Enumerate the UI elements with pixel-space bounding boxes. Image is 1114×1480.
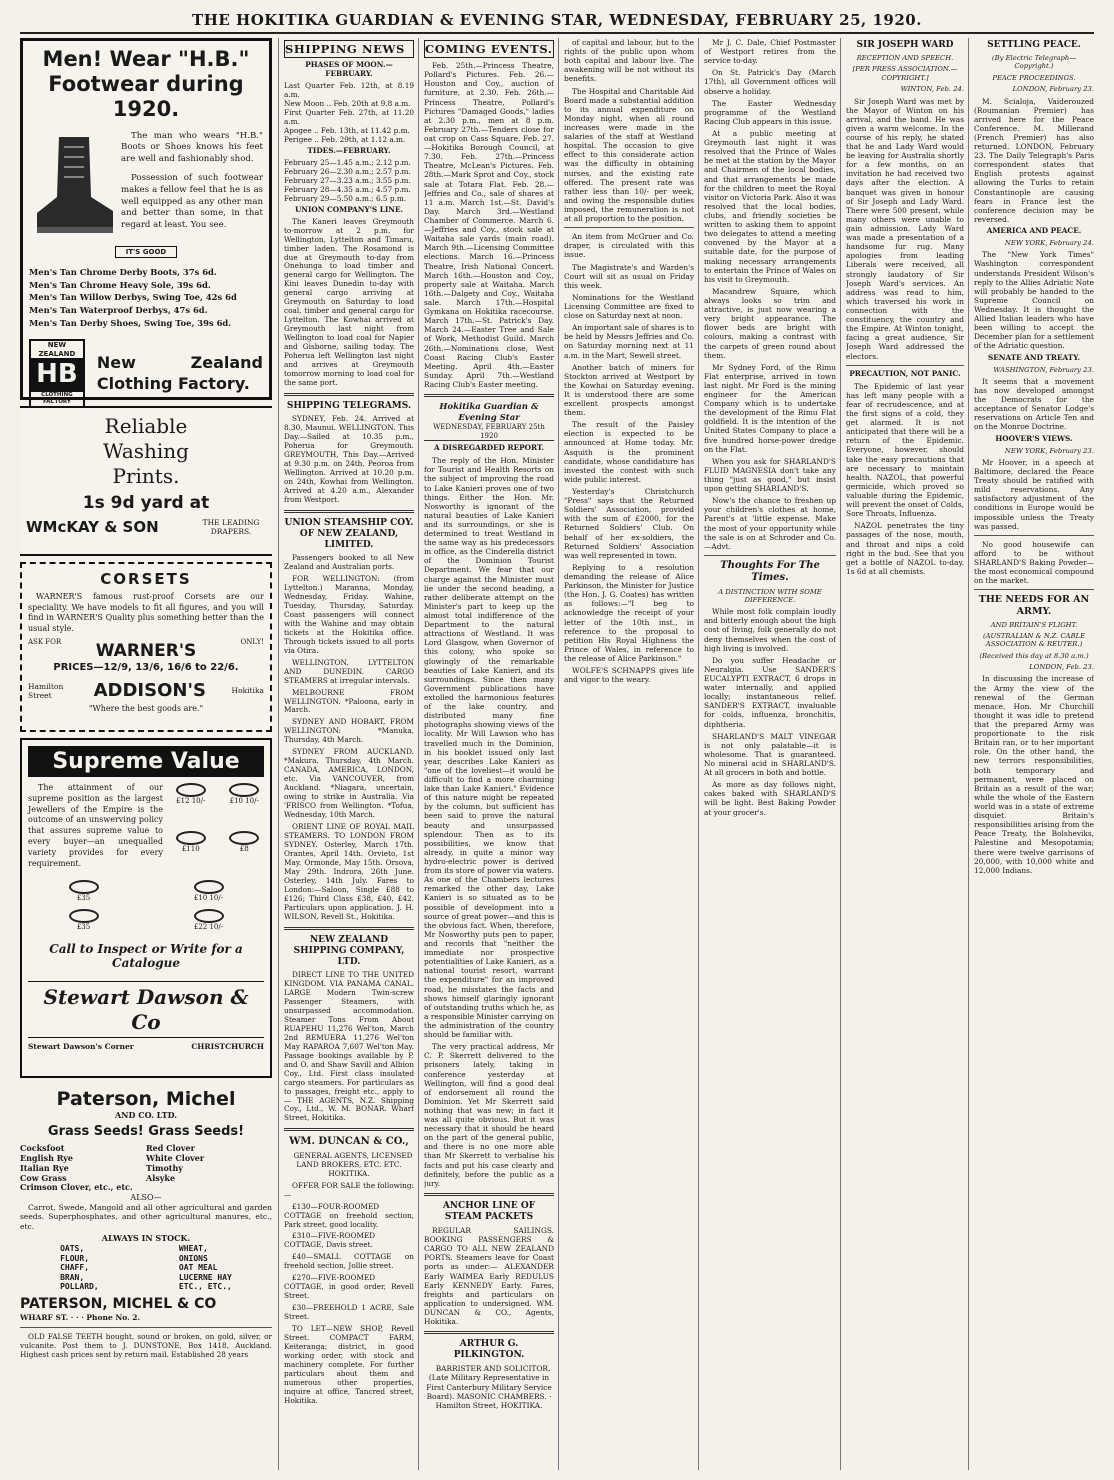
text-block: English Rye: [20, 1153, 73, 1164]
text-block: Cocksfoot: [20, 1143, 65, 1154]
text-block: UNION STEAMSHIP COY. OF NEW ZEALAND, LIMITED.: [284, 517, 414, 550]
text-block: £22 10/-: [193, 923, 224, 932]
hb-body-2: Possession of such footwear makes a fellow feel that he is as well equipped as any other man and better than some, in that regard at least. You see.: [121, 173, 263, 230]
text-block: Red Clover: [146, 1143, 195, 1154]
text-block: PHASES OF MOON.—FEBRUARY.: [305, 60, 393, 79]
supreme-body: The attainment of our supreme position as the largest Jewellers of the Empire is the outcome of an unswerving policy that assures supreme value to every buyer—an unequalled variety provides for every requirement.: [28, 783, 163, 868]
text-block: AND BRITAIN'S FLIGHT.: [990, 620, 1078, 629]
ring: [28, 880, 139, 903]
text-block: When you ask for SHARLAND'S FLUID MAGNESIA don't take any thing "just as good," but insist upon getting SHARLAND'S.: [704, 456, 836, 494]
coming-events-title: COMING EVENTS.: [424, 40, 554, 58]
text-block: Another batch of miners for Stockton arrived at Westport by the Kowhai on Saturday evening. It is understood there are some excellent prospects amongst them.: [564, 362, 694, 418]
text-block: HB: [31, 359, 83, 391]
washing-firm: WMcKAY & SON: [26, 517, 159, 536]
paterson-body: Carrot, Swede, Mangold and all other agricultural and garden seeds. Superphosphates, and other agricultural manures, etc., etc.: [20, 1202, 272, 1231]
washing-prints-ad: [20, 406, 272, 556]
tide: February 28—4.35 a.m.; 4.57 p.m.: [284, 184, 411, 194]
tide: February 26—2.30 a.m.; 2.57 p.m.: [284, 166, 411, 176]
ring: [225, 831, 265, 873]
text-block: Nominations for the Westland Licensing Committee are fixed to close on Saturday next at noon.: [564, 292, 694, 321]
text-block: The very practical address, Mr C. P. Skerrett delivered to the prisoners lately, taking in conference yesterday at Wellington, will find a good deal of endorsement all round the Dominion. Yet Mr Skerrett said nothing that was new; in fact it was all quite obvious. But it was necessary that it should be heard on the part of the general public, and there is no one more able than Mr Skerrett to verbalise his facts and put his case clearly and definitely, before the public as a jury.: [424, 1042, 554, 1188]
text-block: OATS,: [60, 1244, 85, 1254]
corsets-prices: PRICES—12/9, 13/6, 16/6 to 22/6.: [53, 661, 239, 673]
text-block: ONIONS: [178, 1253, 208, 1263]
boot-illustration: [29, 127, 117, 247]
text-block: POLLARD,: [60, 1282, 99, 1292]
text-block: OFFER FOR SALE the following:—: [284, 1180, 414, 1199]
text-block: ALWAYS IN STOCK.: [101, 1233, 191, 1244]
text-block: SYDNEY FROM AUCKLAND. *Makura, Thursday, 4th March. CANADA, AMERICA, LONDON, etc. Via VANCOUVER, from Auckland. *Niagara, uncertain, owing to strike in Australia. Via 'FRISCO from Wellington. *Tofua, Wednesday, 10th March.: [284, 747, 414, 820]
text-block: PRECAUTION, NOT PANIC.: [849, 368, 961, 378]
text-block: The Easter Wednesday programme of the Westland Racing Club appears in this issue.: [704, 98, 836, 126]
shipping-column: [284, 38, 414, 1468]
addison-motto: "Where the best goods are.": [88, 703, 204, 713]
text-block: The Kaneri leaves Greymouth to-morrow at 2 p.m. for Wellington, Lyttelton and Timaru, timber laden. The Rosamond is due at Greymouth to-day from Onehunga to load timber and general cargo for Wellington. The Kini leaves Dunedin to-day with general cargo arriving at Greymouth on Saturday to load coal, timber and general cargo for Lyttelton. The Kowhai arrived at Greymouth last night from Wellington to load coal for Napier and Gisborne, sailing today. The Poherua left Wellington last night and arrives at Greymouth tomorrow morning to load coal for the same port.: [284, 216, 414, 388]
only: ONLY!: [240, 638, 264, 646]
price-item: Men's Tan Chrome Derby Boots, 37s 6d.: [29, 267, 217, 278]
supreme-call: Call to Inspect or Write for a Catalogue: [49, 941, 243, 971]
text-block: An item from McGruer and Co. draper, is circulated with this issue.: [564, 232, 694, 260]
text-block: LONDON, February 23.: [1012, 85, 1094, 94]
text-block: DIRECT LINE TO THE UNITED KINGDOM. VIA PANAMA CANAL. LARGE Modern Twin-screw Passenger Steamers, with unsurpassed accommodation. Steamer Tons From About RUAPEHU 11,276 Wel'ton, March 2nd REMUERA 11,276 Wel'ton May RAPAROA 7,607 Wel'ton May. Passage bookings available by P. and O. and Shaw Savill and Albion Coy., Ltd. First class insulated cargo steamers. For particulars as to passages, freight etc., apply to— THE AGENTS, N.Z. Shipping Coy., Ltd., W. M. BONAR. Wharf Street, Hokitika.: [284, 969, 414, 1123]
text-block: Do you suffer Headache or Neuralgia. Use SANDER'S EUCALYPTI EXTRACT, 6 drops in water internally, and applied locally; instantaneous relief. SANDER'S EXTRACT, invaluable for colds, influenza, bronchitis, diphtheria.: [704, 655, 836, 729]
sale-item: £130—FOUR-ROOMED COTTAGE on freehold section, Park street, good locality.: [284, 1201, 414, 1229]
text-block: AMERICA AND PEACE.: [986, 226, 1082, 236]
hb-price-list: [29, 266, 263, 329]
washing-line-2: Washing: [103, 439, 189, 463]
masthead-title: THE HOKITIKA GUARDIAN & EVENING STAR, WEDNESDAY, FEBRUARY 25, 1920.: [192, 11, 922, 29]
text-block: £110: [181, 844, 200, 853]
supreme-title: Supreme Value: [28, 746, 264, 777]
hb-logo: [29, 339, 85, 408]
hb-footwear-ad: [20, 38, 272, 406]
text-block: The Epidemic of last year has left many people with a fear of recrudescence, and at the first signs of a cold, they get alarmed. It is not anticipated that there will be a return of the Epidemic. Everyone, however, should take the easy precautions that are necessary to maintain health. NAZOL, that powerful germicide, which proved so valuable during the Epidemic, will prevent the onset of Colds, Sore Throats, Influenza.: [846, 381, 964, 519]
text-block: The Hospital and Charitable Aid Board made a substantial addition to its annual expenditure on Monday night, when all round increases were made in the salaries of the staff at Westland hospital. The occasion to give effect to this considerate action was the difficulty in obtaining nurses, and the existing rate offered. The present rate was rather less than 10/- per week, and owing the responsible duties imposed, the remuneration is not at all proportion to the position.: [564, 86, 694, 224]
paper-title: Hokitika Guardian & Evening Star: [439, 402, 539, 423]
price-item: Men's Tan Waterproof Derbys, 47s 6d.: [29, 305, 208, 315]
text-block: Sir Joseph Ward was met by the Mayor of Winton on his arrival, and the band. He was given a warm welcome. In the course of his reply, he stated that he and Lady Ward would be leaving for Australia shortly for a few months, on an invitation he had received two days after the election. A banquet was given in honour of Sir Joseph and Lady Ward. There were 500 present, while many others were unable to gain admission. Lady Ward was made a presentation of a handsome fur rug. Many apologies from leading Liberals were received, all strongly laudatory of Sir Joseph Ward's services. An address was read to him, which traversed his work in connection with the constituency, the country and the Empire. At Winton tonight, facing a great audience, Sir Joseph Ward addressed the electors.: [846, 96, 964, 361]
tide: February 27—3.23 a.m.; 3.55 p.m.: [284, 175, 411, 185]
paterson-sub: AND CO. LTD.: [114, 1110, 178, 1121]
text-block: WHARF ST. · · · Phone No. 2.: [20, 1313, 141, 1323]
text-block: M. Scialoja, Vaiderouzed (Roumanian Premier) has arrived here for the Peace Conference. M. Millerand (French Premier) has also returned. LONDON, February 23. The Daily Telegraph's Paris correspondent states that English protests against allowing the Turks to retain Constantinople are causing fears in France lest the conference decision may be reversed.: [974, 96, 1094, 224]
paper-date: WEDNESDAY, FEBRUARY 25th 1920: [424, 423, 554, 441]
text-block: (AUSTRALIAN & N.Z. CABLE ASSOCIATION & REUTER.): [982, 632, 1086, 649]
text-block: RECEPTION AND SPEECH.: [856, 54, 954, 63]
text-block: BARRISTER AND SOLICITOR. (Late Military Representative in First Canterbury Military Service Board). MASONIC CHAMBERS. · Hamilton Street, HOKITIKA.: [426, 1364, 552, 1410]
text-block: ANCHOR LINE OF STEAM PACKETS: [442, 1200, 536, 1222]
addisons-name: ADDISON'S: [93, 679, 206, 701]
text-block: (Received this day at 8.30 a.m.): [979, 651, 1089, 660]
peace-title: SETTLING PEACE.: [987, 40, 1081, 50]
cables-column-2: [974, 38, 1094, 1468]
moon-phase: Apogee .. Feb. 13th, at 11.42 p.m.: [284, 125, 410, 135]
coming-events: Feb. 25th.—Princess Theatre, Pollard's Pictures. Feb. 26.—Houston and Coy., auction of furniture, at 2.30. Feb. 26th.—Princess Theatre, Pollard's Pictures "Damaged Goods," ladies at 2.30 p.m., men at 8 p.m. February 27th.—Tenders close for oat crop on Cass Square. Feb. 27.—Hokitika Borough Council, at 7.30. Feb. 27th.—Princess Theatre, McLean's Pictures. Feb. 28th.—Mark Sprot and Coy., stock sale at Totara Flat. Feb. 28.—Jeffries and Co., sale of shares at 11 a.m. March 1st.—St. David's Day. March 3rd.—Westland Chamber of Commerce. March 6.—Jeffries and Coy., stock sale at Waitaha sale yards (main road). March 9th.—Licensing Committee elections. March 16.—Princess Theatre, Irish National Concert. March 16th.—Houston and Coy., property sale at Waitaha. March 16th.—Dalgety and Coy., Waitaha sale. March 17th.—Hospital Gymkana on Hokitika racecourse. March 17th.—St. Patrick's Day. March 24.—Easter Tree and Sale of Work, Methodist Guild. March 26th.—Nominations close, West Coast Racing Club's Easter Meeting. April 4th.—Easter Sunday. April 7th.—Westland Racing Club's Easter meeting.: [424, 61, 554, 389]
text-block: NEW ZEALAND SHIPPING COMPANY, LTD.: [293, 934, 405, 967]
corsets-body: WARNER'S famous rust-proof Corsets are our speciality. We have models to fit all figures, and you will find in WARNER'S Quality plus something better than the usual style.: [28, 592, 264, 633]
text-block: Crimson Clover, etc., etc.: [20, 1182, 133, 1193]
text-block: BRAN,: [60, 1272, 85, 1282]
text-block: A DISTINCTION WITH SOME DIFFERENCE.: [718, 587, 822, 604]
sd-city: CHRISTCHURCH: [191, 1042, 264, 1052]
warners-brand: WARNER'S: [95, 640, 197, 661]
text-block: OAT MEAL: [178, 1263, 218, 1273]
ring: [171, 783, 211, 825]
text-block: £35: [76, 923, 91, 932]
column-divider: [968, 38, 969, 1470]
text-block: [PER PRESS ASSOCIATION.—COPYRIGHT.]: [852, 65, 958, 82]
shipping-news-title: SHIPPING NEWS: [284, 40, 414, 58]
text-block: Italian Rye: [20, 1163, 69, 1174]
text-block: Timothy: [146, 1163, 183, 1174]
text-block: In discussing the increase of the Army the view of the renewal of the German menace, Hon. Mr Churchill thought it was idle to pretend that the prepared Army was proportionate to the risk Britain ran, or to her important role. On the other hand, the new terrors responsibilities, both temporary and permanent, were placed on Britain as a result of the war; while the whole of the Eastern world was in a state of extreme disquiet. Britain's responsibilities arising from the Peace Treaty, the Bolsheviks, Palestine and Mesopotamia; there were twelve garrisons of 20,000, with 10,000 white and 12,000 Indians.: [974, 674, 1094, 875]
ring-grid-lower: [28, 880, 264, 931]
text-block: Alsyke: [146, 1173, 176, 1184]
grass-seeds: Grass Seeds! Grass Seeds!: [47, 1124, 245, 1140]
ads-column: [20, 38, 272, 1468]
hb-tag-banner: [29, 247, 263, 257]
text-block: NAZOL penetrates the tiny passages of the nose, mouth, and throat and nips a cold right in the bud. See that you get a bottle of NAZOL to-day. 1s 6d at all chemists.: [846, 521, 964, 576]
text-block: WELLINGTON, LYTTELTON AND DUNEDIN. CARGO STEAMERS at irregular intervals.: [284, 657, 414, 685]
text-block: WHEAT,: [178, 1244, 208, 1254]
text-block: No good housewife can afford to be without SHARLAND'S Baking Powder—the most economical compound on the market.: [974, 539, 1094, 586]
text-block: WM. DUNCAN & CO.,: [289, 1136, 409, 1148]
text-block: Yesterday's Christchurch "Press" says that the Returned Soldiers' Association, provided with the sum of £2000, for the Returned Soldiers' Club. On behalf of her ex-soldiers, the Returned Soldiers' Association was well represented in town.: [564, 487, 694, 560]
text-block: £10 10/-: [229, 797, 259, 806]
moon-phase: Last Quarter Feb. 12th, at 8.19 a.m.: [284, 81, 414, 100]
washing-line-1: Reliable: [104, 414, 188, 438]
seed-list-right: [146, 1143, 272, 1183]
text-block: Passengers booked to all New Zealand and Australian ports.: [284, 552, 414, 571]
text-block: The "New York Times" Washington correspondent understands President Wilson's reply to the Allies Adriatic Note will probably be handed to the Supreme Council on Wednesday. It is thought the Allied Italian leaders who have been willing to accept the December plan for a settlement of the Adriatic question.: [974, 250, 1094, 351]
ring: [153, 909, 264, 932]
ring: [28, 909, 139, 932]
text-block: At a public meeting at Greymouth last night it was resolved that the Prince of Wales be met at the station by the Mayor and Chairmen of the local bodies, and that arrangements be made for the children to meet the Royal visitor on Victoria Park. Also it was resolved that the local bodies, clubs, and friendly societies be written to asking them to appoint two delegates to attend a meeting convened by the Mayor at a suitable date, for the purpose of making necessary arrangements to entertain the Prince of Wales on his visit to Greymouth.: [704, 128, 836, 284]
text-block: GENERAL AGENTS, LICENSED LAND BROKERS, ETC. ETC. HOKITIKA.: [293, 1150, 413, 1178]
army-title: THE NEEDS FOR AN ARMY.: [978, 594, 1090, 617]
text-block: SHIPPING TELEGRAMS.: [286, 401, 412, 412]
text-block: WOLFE'S SCHNAPPS gives life and vigor to the weary.: [564, 666, 694, 685]
washing-price: 1s 9d yard at: [82, 493, 210, 513]
text-block: FLOUR,: [60, 1253, 90, 1263]
text-block: ORIENT LINE OF ROYAL MAIL STEAMERS. TO LONDON FROM SYDNEY. Osterley, March 17th. Orantes, April 14th. Orvieto, 1st May. Ormonde, May 15th. Orsova, May 29th. Indrora, 26th June. Osterley, 14th July. Fares to London:—Saloon, Single £88 to £126; Third Class £38, £40, £42. Particulars upon application. J. H. WILSON, Revell St., Hokitika.: [284, 822, 414, 921]
tide: February 25—1.45 a.m.; 2.12 p.m.: [284, 157, 411, 167]
addison-town: Hokitika: [231, 686, 264, 696]
washing-line-3: Prints.: [112, 464, 180, 488]
ask-for: ASK FOR: [28, 638, 62, 646]
text-block: TIDES.—FEBRUARY.: [307, 145, 391, 155]
sd-corner: Stewart Dawson's Corner: [28, 1042, 134, 1052]
cables-column-1: [846, 38, 964, 1468]
thoughts-title: Thoughts For The Times.: [720, 559, 820, 584]
masthead: [20, 8, 1094, 34]
hb-logo-row: [29, 339, 263, 408]
text-block: of capital and labour, but to the rights of the public upon whom both capital and labour live. The awakening will be not without its benefits.: [564, 38, 694, 84]
price-item: Men's Tan Derby Shoes, Swing Toe, 39s 6d.: [29, 317, 232, 328]
sale-item: £40—SMALL COTTAGE on freehold section, Jollie street.: [284, 1252, 414, 1271]
addison-street: Hamilton Street: [28, 681, 64, 700]
text-block: NEW YORK, February 23.: [1004, 446, 1094, 455]
text-block: LONDON, Feb. 23.: [1029, 663, 1094, 672]
moon-phase: Perigee .. Feb. 29th, at 1.12 a.m.: [284, 134, 406, 144]
price-item: Men's Tan Chrome Heavy Sole, 39s 6d.: [29, 279, 211, 290]
text-block: On St. Patrick's Day (March 17th), all Government offices will observe a holiday.: [704, 68, 836, 96]
text-block: PEACE PROCEEDINGS.: [992, 73, 1076, 82]
paterson-name: Paterson, Michel: [56, 1088, 236, 1110]
hb-body-1: The man who wears "H.B." Boots or Shoes knows his feet are well and fashionably shod.: [121, 130, 263, 164]
grain-list-2: [179, 1244, 232, 1292]
text-block: £8: [239, 844, 249, 853]
text-block: Mr Hoover, in a speech at Baltimore, declared the Peace Treaty should be ratified with mild reservations. Any satisfactory adjustment of the conditions in Europe would be impossible unless the Treaty was passed.: [974, 457, 1094, 531]
column-divider: [558, 38, 559, 1470]
text-block: £12 10/-: [176, 797, 206, 806]
text-block: As more as day follows night, cakes baked with SHARLAND'S will be light. Best Baking Powder at your grocer's.: [704, 780, 836, 817]
text-block: (By Electric Telegraph—Copyright.): [991, 54, 1077, 71]
ring: [225, 783, 265, 825]
text-block: Now's the chance to freshen up your children's clothes at home, Parent's at 'little expense. Make the most of your opportunity while the sale is on at Schroder and Co.—Advt.: [704, 496, 836, 551]
text-block: Macandrew Square, which always looks so trim and attractive, is just now wearing a very bright appearance. The flower beds are bright with colours, making a contrast with the carpets of green round about them.: [704, 286, 836, 360]
corsets-title: CORSETS: [100, 570, 192, 588]
moon-phase: New Moon .. Feb. 20th at 9.8 a.m.: [284, 99, 411, 109]
text-block: CHAFF,: [60, 1263, 90, 1273]
text-block: CLOTHING FACTORY: [31, 391, 83, 406]
text-block: UNION COMPANY'S LINE.: [294, 204, 404, 214]
text-block: SHARLAND'S MALT VINEGAR is not only palatable—it is wholesome. That is guaranteed. No mineral acid in SHARLAND'S. At all grocers in both and bottle.: [704, 731, 836, 778]
text-block: White Clover: [146, 1153, 205, 1164]
text-block: IT'S GOOD: [115, 246, 177, 258]
text-block: ARTHUR G. PILKINGTON.: [453, 1339, 525, 1361]
supreme-value-ad: [20, 738, 272, 1078]
stewart-dawson-logo: Stewart Dawson & Co: [28, 981, 264, 1038]
text-block: LUCERNE HAY: [178, 1272, 232, 1282]
hb-firm-name: New Zealand Clothing Factory.: [96, 352, 263, 393]
column-divider: [840, 38, 841, 1470]
ring: [153, 880, 264, 903]
ring-grid: [171, 783, 264, 872]
editorial-column: [424, 38, 554, 1468]
moon-phase: First Quarter Feb. 27th, at 11.20 a.m.: [284, 107, 414, 126]
sale-item: £30—FREEHOLD 1 ACRE, Sale Street.: [284, 1303, 414, 1322]
sjw-title: SIR JOSEPH WARD: [856, 40, 954, 50]
paterson-michel-ad: [20, 1084, 272, 1414]
text-block: MELBOURNE FROM WELLINGTON. *Paloona, early in March.: [284, 687, 414, 715]
sale-item: £270—FIVE-ROOMED COTTAGE, in good order, Revell Street.: [284, 1273, 414, 1301]
text-block: Mr Sydney Ford, of the Rimu Flat enterprise, arrived in town last night. Mr Ford is the mining engineer for the American Company which is to undertake the development of the Rimu Flat goldfield. It is the intention of the United States Company to place a five hundred horse-power dredge on the Flat.: [704, 362, 836, 454]
local-news-column-2: [704, 38, 836, 1468]
text-block: NEW YORK, February 24.: [1004, 239, 1094, 247]
text-block: SYDNEY AND HOBART, FROM WELLINGTON: *Manuka, Thursday, 4th March.: [284, 717, 414, 745]
sale-item: £310—FIVE-ROOMED COTTAGE, Davis street.: [284, 1231, 376, 1250]
ring: [171, 831, 211, 873]
grain-list-1: [60, 1244, 99, 1292]
washing-firm-row: [26, 518, 266, 536]
paterson-footer: PATERSON, MICHEL & CO: [20, 1296, 217, 1313]
text-block: NEW ZEALAND: [31, 341, 83, 359]
text-block: It seems that a movement has now developed amongst the Democrats for the acceptance of Senator Lodge's reservations on Article Ten and on the Monroe Doctrine.: [974, 376, 1094, 432]
text-block: £35: [76, 894, 91, 903]
seed-list-left: [20, 1143, 146, 1183]
local-news-column-1: [564, 38, 694, 1468]
text-block: The result of the Paisley election is expected to be announced at Home today. Mr. Asquith is the prominent candidate, whose candidature has invested the contest with such wide public interest.: [564, 420, 694, 484]
text-block: HOOVER'S VIEWS.: [995, 433, 1073, 443]
hb-headline: Men! Wear "H.B." Footwear during 1920.: [42, 47, 250, 122]
text-block: The Magistrate's and Warden's Court will sit as usual on Friday this week.: [564, 262, 694, 290]
text-block: An important sale of shares is to be held by Messrs Jeffries and Co. on Saturday morning next at 11 a.m. in the Mart, Sewell street.: [564, 323, 694, 360]
editorial-text: The reply of the Hon. Minister for Tourist and Health Resorts on the subject of improving the road to Lake Kanieri proves one of two things. Either the Hon. Mr. Nosworthy is ignorant of the natural beauties of Lake Kanieri and its surroundings, or she is determined to treat Westland in the same way as his predecessors in office, as the Cinderella district of the Dominion Tourist Department. We fear that our charge against the Minister must lie under the second heading, a rather deliberate attempt on the Minister's part to keep up the almost total indifference of the Department to the natural attractions of Westland. It was Lord Glasgow, when Governor of this colony, who spoke so glowingly of the remarkable beauties of Lake Kanieri, and its surroundings. Since then many Government publications have extolled the harmonious features of the lake country, and distributed many fine photographs showing views of the locality. Mr Will Lawson who has travelled much in the Dominion, in his booklet issued only last year, describes Lake Kanieri as "one of the loveliest—it would be difficult to find a more charming lake than Lake Kanieri." Evidence of this nature might be repeated by the column, but sufficient has been said to prove the natural beauty and unsurpassed splendour. Then as to its possibilities, we know that already, in quite a minor way hydro-electric power is derived from its store of power via waters. As one of the Chambers lectures remarked the other day, Lake Kanieri is so situated as to be possible of development into a source of great power—and this is the obvious fact. When, therefore, Mr Nosworthy puts pen to paper, and records that "neither the immediate nor prospective potentialities of Lake Kanieri, as a national tourist resort, warrant the expenditure" for an improved road, he misstates the facts and shows himself glaringly ignorant of outstanding truths which he, as a responsible Minister carrying on the administration of the country should be familiar with.: [424, 456, 554, 1040]
text-block: TO LET—NEW SHOP, Revell Street. COMPACT FARM, Keiteranga; district, in good working order, with stock and machinery complete. For further particulars about them and numerous other properties, inquire at office, Tancred street, Hokitika.: [284, 1324, 414, 1405]
text-block: ETC., ETC.,: [178, 1282, 232, 1292]
corsets-ad: [20, 562, 272, 732]
false-teeth-ad: OLD FALSE TEETH bought, sound or broken, on gold, silver, or vulcanite. Post them to J. DUNSTONE, Box 1418, Auckland. Highest cash prices sent by return mail. Established 28 years: [20, 1331, 272, 1359]
column-divider: [278, 38, 279, 1470]
text-block: WASHINGTON, February 23.: [993, 365, 1094, 374]
text-block: FOR WELLINGTON: (from Lyttelton.) Maranna, Monday, Wednesday, Friday. Wahine, Tuesday, Thursday, Saturday. Coast passengers will connect with the Wahine and may obtain tickets at the Hokitika office. Through tickets issued to all ports via Otira.: [284, 573, 414, 655]
text-block: £10 10/-: [193, 894, 224, 903]
washing-tag: THE LEADING DRAPERS.: [202, 517, 260, 537]
text-block: Replying to a resolution demanding the release of Alice Parkinson, the Minister for Justice (the Hon. J. G. Coates) has written as follows:—"I beg to acknowledge the receipt of your letter of the 10th inst., in reference to the proposal to petition His Royal Highness the Prince of Wales, in reference to the release of Alice Parkinson.": [564, 562, 694, 663]
tide: February 29—5.50 a.m.; 6.5 p.m.: [284, 193, 407, 203]
text-block: ALSO—: [130, 1193, 162, 1202]
text-block: SYDNEY, Feb. 24. Arrived at 8.30, Maunui. WELLINGTON. This Day.—Sailed at 10.35 p.m., Poherua for Greymouth. GREYMOUTH, This Day.—Arrived at 9.30 p.m. on 24th, Peoroa from Wellington. Arrived at 10.20 p.m. on 24th, Kowhai from Wellington. Arrived at 4.20 a.m., Alexander from Westport.: [284, 414, 414, 504]
column-divider: [698, 38, 699, 1470]
text-block: Mr J. C. Dale, Chief Postmaster of Westport retires from the service to-day.: [704, 38, 836, 66]
text-block: Cow Grass: [20, 1173, 67, 1184]
text-block: While most folk complain loudly and bitterly enough about the high cost of living, folk generally do not deny themselves when the cost of high living is involved.: [704, 607, 836, 653]
text-block: REGULAR SAILINGS. BOOKING PASSENGERS & CARGO TO ALL NEW ZEALAND PORTS. Steamers leave for Coast ports as under:— ALEXANDER Early WAIMEA Early REDULUS Early KENNEDY Early. Fares, freights and particulars on application to undersigned. WM. DUNCAN & CO., Agents, Hokitika.: [424, 1226, 554, 1327]
price-item: Men's Tan Willow Derbys, Swing Toe, 42s 6d: [29, 292, 237, 303]
column-divider: [418, 38, 419, 1470]
text-block: SENATE AND TREATY.: [987, 352, 1081, 362]
text-block: A DISREGARDED REPORT.: [434, 443, 544, 453]
text-block: WINTON, Feb. 24.: [900, 85, 964, 94]
